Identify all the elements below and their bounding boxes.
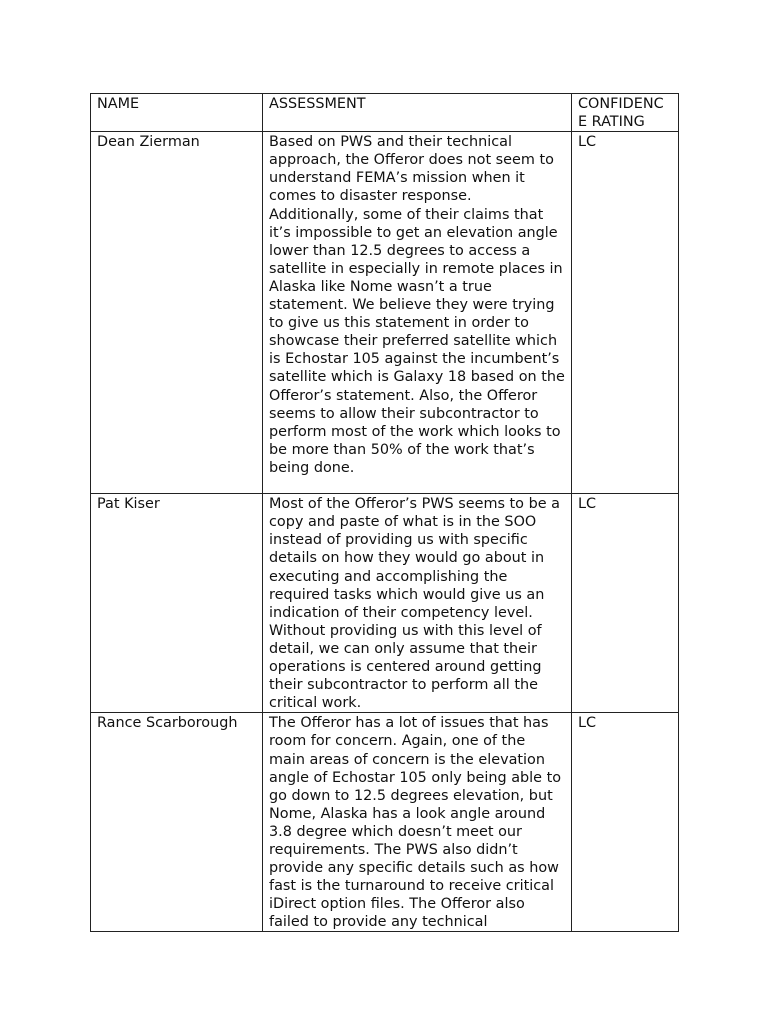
assessment-text: Based on PWS and their technical approach, the Offeror does not seem to understand FEMA’s mission when it comes to disaster response. Additionally, some of their claims that it’s impossible to get an elevation angle lower than 12.5 degrees to access a satellite in especially in remote places in Alaska like Nome wasn’t a true statement. We believe they were trying to give us this statement in order to showcase their preferred satellite which is Echostar 105 against the incumbent’s satellite which is Galaxy 18 based on the Offeror’s statement. Also, the Offeror seems to allow their subcontractor to perform most of the work which looks to be more than 50% of the work that’s being done. xyxy=(263,132,572,494)
table-row xyxy=(91,713,679,932)
assessment-text: The Offeror has a lot of issues that has room for concern. Again, one of the main areas of concern is the elevation angle of Echostar 105 only being able to go down to 12.5 degrees elevation, but Nome, Alaska has a look angle around 3.8 degree which doesn’t meet our requirements. The PWS also didn’t provide any specific details such as how fast is the turnaround to receive critical iDirect option files. The Offeror also failed to provide any technical xyxy=(263,713,572,932)
table-row xyxy=(91,494,679,713)
reviewer-name: Rance Scarborough xyxy=(91,713,263,932)
table-header-row xyxy=(91,94,679,132)
confidence-rating: LC xyxy=(572,132,679,494)
confidence-rating: LC xyxy=(572,713,679,932)
assessment-table xyxy=(90,93,679,932)
reviewer-name: Pat Kiser xyxy=(91,494,263,713)
header-assessment: ASSESSMENT xyxy=(263,94,572,132)
table-row xyxy=(91,132,679,494)
header-confidence-rating: CONFIDENCE RATING xyxy=(572,94,679,132)
reviewer-name: Dean Zierman xyxy=(91,132,263,494)
confidence-rating: LC xyxy=(572,494,679,713)
assessment-text: Most of the Offeror’s PWS seems to be a copy and paste of what is in the SOO instead of providing us with specific details on how they would go about in executing and accomplishing the required tasks which would give us an indication of their competency level. Without providing us with this level of detail, we can only assume that their operations is centered around getting their subcontractor to perform all the critical work. xyxy=(263,494,572,713)
header-name: NAME xyxy=(91,94,263,132)
